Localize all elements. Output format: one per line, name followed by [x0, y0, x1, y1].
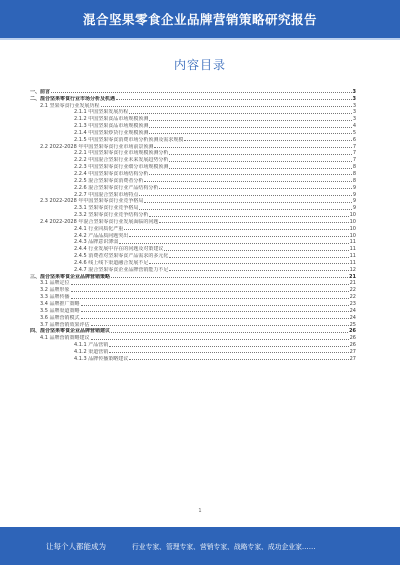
toc-entry-page: 26	[349, 328, 356, 335]
toc-entry-title: 2.3.1 坚果零食行业竞争格局	[74, 205, 139, 212]
toc-entry-title: 2.1.4 中国坚果炒货行业规模预测	[74, 129, 149, 136]
toc-entry-page: 8	[352, 177, 356, 184]
toc-entry-title: 2.2.5 混合坚果零食消费者分析	[74, 177, 144, 184]
dot-leader	[144, 202, 351, 203]
toc-entry-title: 2.1.2 中国坚果食品市场规模预测	[74, 116, 149, 123]
toc-entry-title: 2.4.4 行业发展中存在的问题及对策建议	[74, 246, 164, 253]
dot-leader	[71, 298, 349, 299]
dot-leader	[116, 99, 352, 100]
toc-entry[interactable]	[30, 259, 356, 266]
toc-entry[interactable]	[30, 252, 356, 259]
toc-entry[interactable]	[30, 348, 356, 355]
toc-entry-page: 7	[352, 150, 356, 157]
dot-leader	[81, 311, 349, 312]
dot-leader	[129, 113, 352, 114]
toc-entry-title: 3.4 品牌推广策略	[40, 301, 80, 307]
toc-entry[interactable]	[30, 102, 356, 109]
toc-entry-page: 22	[349, 287, 356, 294]
toc-entry-page: 8	[352, 170, 356, 177]
toc-entry-title: 3.3 品牌传播	[40, 294, 70, 301]
toc-entry-page: 21	[349, 280, 356, 287]
toc-entry-page: 11	[349, 253, 356, 260]
table-of-contents	[30, 88, 356, 362]
toc-entry[interactable]	[30, 218, 356, 225]
toc-entry[interactable]	[30, 198, 356, 205]
toc-entry-page: 3	[352, 109, 356, 116]
toc-entry-title: 4.1 品牌营销策略建议	[40, 335, 90, 342]
dot-leader	[149, 120, 351, 121]
toc-entry-title: 3.2 品牌形象	[40, 287, 70, 294]
footer-tagline: 行业专家、管理专家、营销专家、战略专家、成功企业家……	[132, 543, 316, 551]
dot-leader	[71, 284, 349, 285]
toc-entry[interactable]	[30, 143, 356, 150]
toc-entry[interactable]	[30, 204, 356, 211]
toc-entry-page: 3	[352, 102, 356, 109]
toc-entry-title: 四、混合坚果零食企业品牌营销建议	[30, 328, 111, 335]
dot-leader	[139, 209, 351, 210]
toc-entry-title: 2.2 2022-2028 年中国坚果零食行业市场前景预测	[40, 143, 154, 150]
toc-entry-page: 11	[349, 246, 356, 253]
dot-leader	[91, 325, 349, 326]
toc-entry[interactable]	[30, 239, 356, 246]
toc-entry[interactable]	[30, 115, 356, 122]
toc-entry[interactable]	[30, 129, 356, 136]
toc-entry-page: 8	[352, 164, 356, 171]
toc-entry-page: 5	[352, 129, 356, 136]
toc-entry-page: 7	[352, 143, 356, 150]
dot-leader	[149, 216, 348, 217]
page-number: 1	[198, 508, 202, 514]
toc-entry[interactable]	[30, 150, 356, 157]
toc-entry-page: 9	[352, 198, 356, 205]
toc-entry[interactable]	[30, 95, 356, 102]
toc-entry-title: 2.4.5 消费者对坚果零食产品需求的多元化	[74, 253, 169, 260]
toc-entry-title: 4.1.3 品牌传播策略建议	[74, 355, 129, 362]
dot-leader	[139, 195, 351, 196]
dot-leader	[169, 161, 351, 162]
toc-heading: 内容目录	[173, 58, 226, 72]
report-title: 混合坚果零食企业品牌营销策略研究报告	[82, 12, 317, 27]
toc-entry[interactable]	[30, 355, 356, 362]
dot-leader	[164, 250, 348, 251]
dot-leader	[111, 332, 348, 333]
toc-entry-title: 2.4 2022-2028 年混合坚果零食行业发展面临的问题	[40, 218, 159, 225]
toc-entry-page: 24	[349, 307, 356, 314]
toc-entry-title: 3.1 品牌定位	[40, 280, 70, 287]
toc-entry[interactable]	[30, 328, 356, 335]
toc-entry-title: 2.2.1 中国坚果零食行业市场规模预测分析	[74, 150, 169, 157]
toc-entry-title: 2.4.7 混合坚果零食企业品牌营销能力不足	[74, 266, 169, 273]
dot-leader	[184, 140, 351, 141]
toc-entry-page: 10	[349, 225, 356, 232]
toc-entry[interactable]	[30, 170, 356, 177]
toc-entry[interactable]	[30, 314, 356, 321]
toc-entry[interactable]	[30, 232, 356, 239]
toc-entry[interactable]	[30, 245, 356, 252]
dot-leader	[149, 263, 348, 264]
toc-entry[interactable]	[30, 211, 356, 218]
toc-entry-title: 2.3 2022-2028 年中国坚果零食行业竞争格局	[40, 198, 144, 205]
toc-entry[interactable]	[30, 156, 356, 163]
toc-entry-title: 2.1 坚果零食行业发展历程	[40, 102, 100, 109]
dot-leader	[81, 305, 349, 306]
toc-entry-title: 2.4.1 行业同质化严重	[74, 225, 124, 232]
dot-leader	[129, 359, 348, 360]
dot-leader	[124, 229, 348, 230]
toc-entry-title: 2.4.2 产品品质问题突出	[74, 232, 129, 239]
toc-entry[interactable]	[30, 163, 356, 170]
toc-entry[interactable]	[30, 286, 356, 293]
dot-leader	[144, 181, 351, 182]
toc-entry-page: 10	[349, 212, 356, 219]
dot-leader	[149, 174, 351, 175]
toc-entry-title: 2.2.2 中国混合坚果行业未来发展趋势分析	[74, 157, 169, 164]
toc-entry-title: 2.1.3 中国坚果食品市场规模预测	[74, 123, 149, 130]
toc-entry-title: 二、混合坚果零食行业市场分析及机遇	[30, 95, 116, 102]
toc-entry[interactable]	[30, 109, 356, 116]
toc-entry-page: 26	[349, 342, 356, 349]
toc-entry-page: 21	[349, 273, 356, 280]
dot-leader	[71, 291, 349, 292]
toc-entry-title: 三、混合坚果零食企业品牌营销策略	[30, 273, 111, 280]
toc-entry-page: 3	[352, 95, 356, 102]
dot-leader	[169, 257, 348, 258]
header-divider	[0, 38, 400, 40]
toc-entry[interactable]	[30, 136, 356, 143]
toc-entry-title: 2.2.7 中国混合坚果市场特点	[74, 191, 139, 198]
toc-entry[interactable]	[30, 273, 356, 280]
toc-entry-title: 2.4.6 线上线下渠道融合发展不足	[74, 259, 149, 266]
toc-entry-page: 11	[349, 259, 356, 266]
dot-leader	[91, 339, 349, 340]
toc-entry-page: 24	[349, 314, 356, 321]
dot-leader	[169, 154, 351, 155]
toc-entry[interactable]	[30, 88, 356, 95]
toc-entry[interactable]	[30, 300, 356, 307]
toc-entry-title: 2.4.3 品牌意识薄弱	[74, 239, 119, 246]
toc-entry-page: 4	[352, 123, 356, 130]
toc-entry[interactable]	[30, 266, 356, 273]
dot-leader	[109, 346, 348, 347]
dot-leader	[149, 127, 351, 128]
dot-leader	[101, 106, 352, 107]
toc-entry[interactable]	[30, 280, 356, 287]
dot-leader	[81, 318, 349, 319]
toc-entry[interactable]	[30, 321, 356, 328]
toc-entry[interactable]	[30, 334, 356, 341]
dot-leader	[119, 243, 348, 244]
toc-entry[interactable]	[30, 191, 356, 198]
toc-entry[interactable]	[30, 293, 356, 300]
toc-entry-page: 3	[352, 88, 356, 95]
toc-entry-page: 26	[349, 335, 356, 342]
toc-entry-page: 27	[349, 355, 356, 362]
toc-entry-page: 9	[352, 191, 356, 198]
toc-entry-page: 11	[349, 239, 356, 246]
toc-entry-title: 4.1.2 渠道营销	[74, 348, 109, 355]
toc-entry-title: 一、前言	[30, 88, 51, 95]
toc-entry[interactable]	[30, 307, 356, 314]
toc-entry-page: 12	[349, 266, 356, 273]
dot-leader	[109, 352, 348, 353]
footer-bar	[0, 527, 400, 565]
dot-leader	[159, 188, 351, 189]
toc-entry-title: 2.2.4 中国坚果零食市场结构分析	[74, 170, 149, 177]
toc-entry-title: 2.2.3 中国坚果零食行业细分市场规模预测	[74, 164, 169, 171]
dot-leader	[169, 168, 351, 169]
toc-entry-page: 23	[349, 301, 356, 307]
report-header-bar	[0, 0, 400, 38]
toc-entry-title: 2.3.2 坚果零食行业竞争结构分析	[74, 212, 149, 219]
toc-entry[interactable]	[30, 225, 356, 232]
dot-leader	[129, 236, 348, 237]
toc-entry-title: 3.7 品牌营销效果评估	[40, 321, 90, 328]
toc-entry-title: 2.1.5 中国坚果零食消费市场分析预测及需求规模	[74, 136, 184, 143]
dot-leader	[159, 222, 348, 223]
toc-entry-page: 6	[352, 136, 356, 143]
toc-entry-page: 3	[352, 116, 356, 123]
toc-entry-page: 22	[349, 294, 356, 301]
toc-entry-page: 7	[352, 157, 356, 164]
toc-entry[interactable]	[30, 184, 356, 191]
toc-entry-page: 25	[349, 321, 356, 328]
toc-entry-title: 4.1.1 产品营销	[74, 342, 109, 349]
dot-leader	[149, 133, 351, 134]
dot-leader	[154, 147, 351, 148]
footer-slogan: 让每个人都能成为	[46, 541, 106, 551]
toc-entry-page: 10	[349, 232, 356, 239]
toc-entry-title: 2.2.6 混合坚果零食行业产品结构分析	[74, 184, 159, 191]
toc-entry-title: 3.6 品牌营销模式	[40, 314, 80, 321]
toc-entry-page: 9	[352, 205, 356, 212]
toc-entry-page: 27	[349, 348, 356, 355]
toc-entry[interactable]	[30, 177, 356, 184]
toc-entry-page: 10	[349, 218, 356, 225]
toc-entry-title: 3.5 品牌渠道策略	[40, 307, 80, 314]
toc-entry[interactable]	[30, 341, 356, 348]
toc-entry-title: 2.1.1 中国坚果发展历程	[74, 109, 129, 116]
dot-leader	[111, 277, 348, 278]
dot-leader	[51, 92, 352, 93]
toc-entry-page: 9	[352, 184, 356, 191]
toc-entry[interactable]	[30, 122, 356, 129]
dot-leader	[169, 270, 348, 271]
